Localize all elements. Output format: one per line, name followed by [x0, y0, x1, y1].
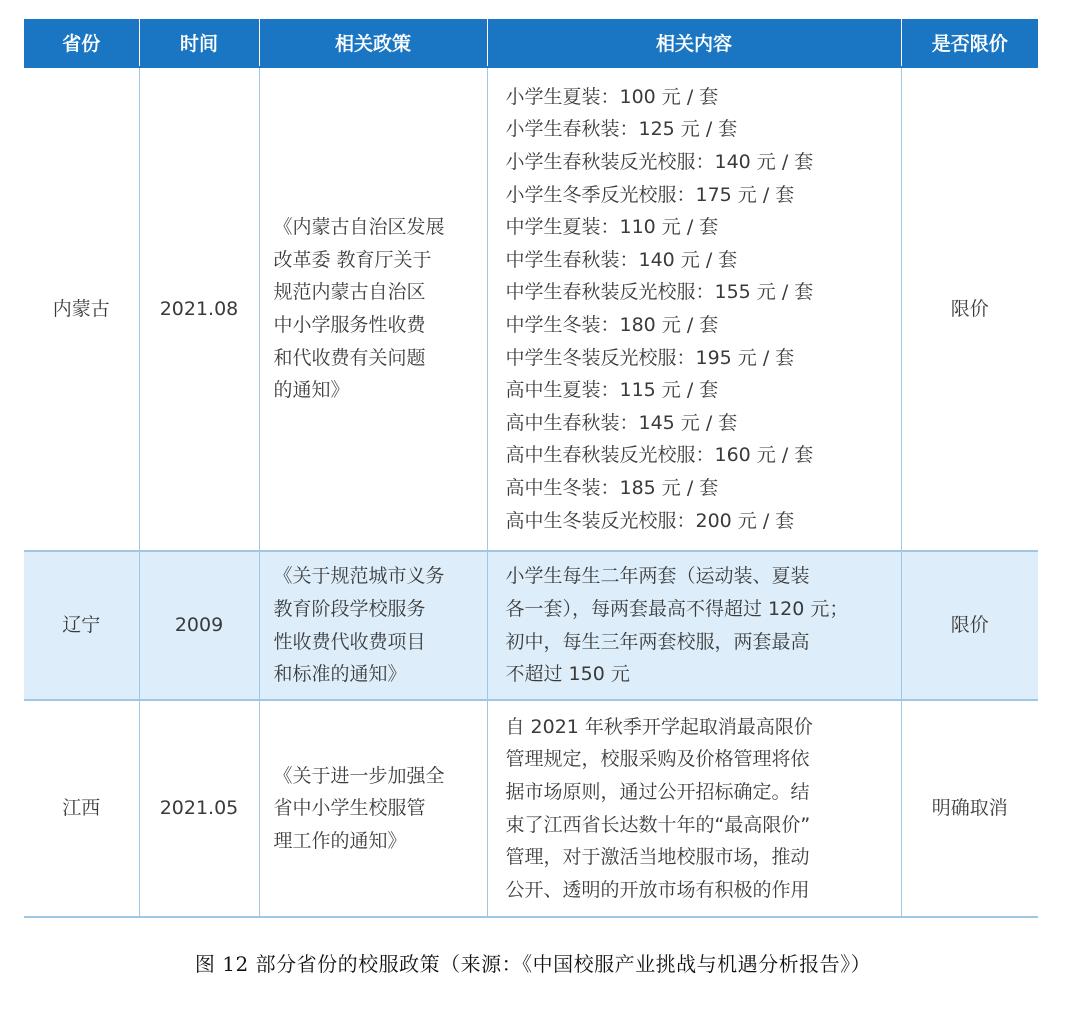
content-cell: [487, 700, 901, 917]
table-header-row: [24, 19, 1038, 67]
content-line: 小学生春秋装：125 元 / 套: [505, 118, 738, 141]
content-line: 管理规定，校服采购及价格管理将依: [505, 748, 810, 771]
table-row: [24, 67, 1038, 551]
time-cell: 2009: [139, 551, 259, 700]
province-cell: 辽宁: [24, 551, 139, 700]
policy-line: 和标准的通知》: [273, 663, 407, 686]
content-line: 高中生夏装：115 元 / 套: [505, 379, 719, 402]
policy-line: 规范内蒙古自治区: [273, 281, 426, 304]
policy-line: 《关于进一步加强全: [273, 764, 445, 787]
price-limit-cell: 限价: [901, 67, 1038, 551]
content-line: 据市场原则，通过公开招标确定。结: [505, 780, 810, 803]
content-line: 中学生冬装：180 元 / 套: [505, 314, 719, 336]
province-cell: 江西: [24, 700, 139, 917]
content-line: 各一套），每两套最高不得超过 120 元；: [505, 597, 849, 620]
header-policy: 相关政策: [259, 19, 487, 67]
policy-line: 教育阶段学校服务: [273, 597, 426, 620]
content-line: 小学生春秋装反光校服：140 元 / 套: [505, 151, 814, 174]
time-cell: 2021.08: [139, 67, 259, 551]
policy-line: 的通知》: [273, 379, 350, 402]
price-limit-cell: 明确取消: [901, 700, 1038, 917]
content-line: 中学生春秋装反光校服：155 元 / 套: [505, 281, 814, 304]
content-line: 管理，对于激活当地校服市场，推动: [505, 846, 810, 869]
policy-line: 《关于规范城市义务: [273, 565, 445, 588]
content-line: 束了江西省长达数十年的“最高限价”: [505, 813, 811, 836]
content-cell: [487, 67, 901, 551]
content-line: 不超过 150 元: [505, 663, 630, 686]
policy-cell: [259, 551, 487, 700]
header-content: 相关内容: [487, 19, 901, 67]
policy-line: 和代收费有关问题: [273, 346, 426, 369]
policy-line: 省中小学生校服管: [273, 797, 426, 820]
policy-line: 性收费代收费项目: [273, 630, 426, 653]
content-line: 自 2021 年秋季开学起取消最高限价: [505, 715, 813, 738]
policy-line: 《内蒙古自治区发展: [273, 216, 445, 239]
content-line: 中学生春秋装：140 元 / 套: [505, 248, 738, 271]
content-line: 中学生冬装反光校服：195 元 / 套: [505, 346, 795, 369]
content-line: 公开、透明的开放市场有积极的作用: [505, 878, 810, 901]
content-line: 高中生春秋装反光校服：160 元 / 套: [505, 444, 814, 467]
figure-caption: 图 12 部分省份的校服政策（来源：《中国校服产业挑战与机遇分析报告》）: [194, 952, 872, 976]
content-line: 小学生夏装：100 元 / 套: [505, 85, 719, 108]
content-cell: [487, 551, 901, 700]
header-price-limit: 是否限价: [901, 19, 1038, 67]
table-row: [24, 700, 1038, 917]
header-province: 省份: [24, 19, 139, 67]
content-line: 高中生冬装：185 元 / 套: [505, 476, 719, 499]
content-line: 高中生冬装反光校服：200 元 / 套: [505, 509, 795, 532]
header-time: 时间: [139, 19, 259, 67]
content-line: 高中生春秋装：145 元 / 套: [505, 411, 738, 434]
content-line: 小学生冬季反光校服：175 元 / 套: [505, 183, 795, 206]
policy-line: 改革委 教育厅关于: [273, 248, 432, 271]
policy-line: 中小学服务性收费: [273, 314, 426, 336]
table-row: [24, 551, 1038, 700]
content-line: 中学生夏装：110 元 / 套: [505, 216, 719, 239]
school-uniform-policy-table: [24, 19, 1038, 918]
policy-cell: [259, 67, 487, 551]
policy-line: 理工作的通知》: [273, 829, 407, 852]
content-line: 小学生每生二年两套（运动装、夏装: [505, 565, 810, 588]
price-limit-cell: 限价: [901, 551, 1038, 700]
policy-cell: [259, 700, 487, 917]
province-cell: 内蒙古: [24, 67, 139, 551]
time-cell: 2021.05: [139, 700, 259, 917]
content-line: 初中，每生三年两套校服，两套最高: [505, 630, 810, 653]
